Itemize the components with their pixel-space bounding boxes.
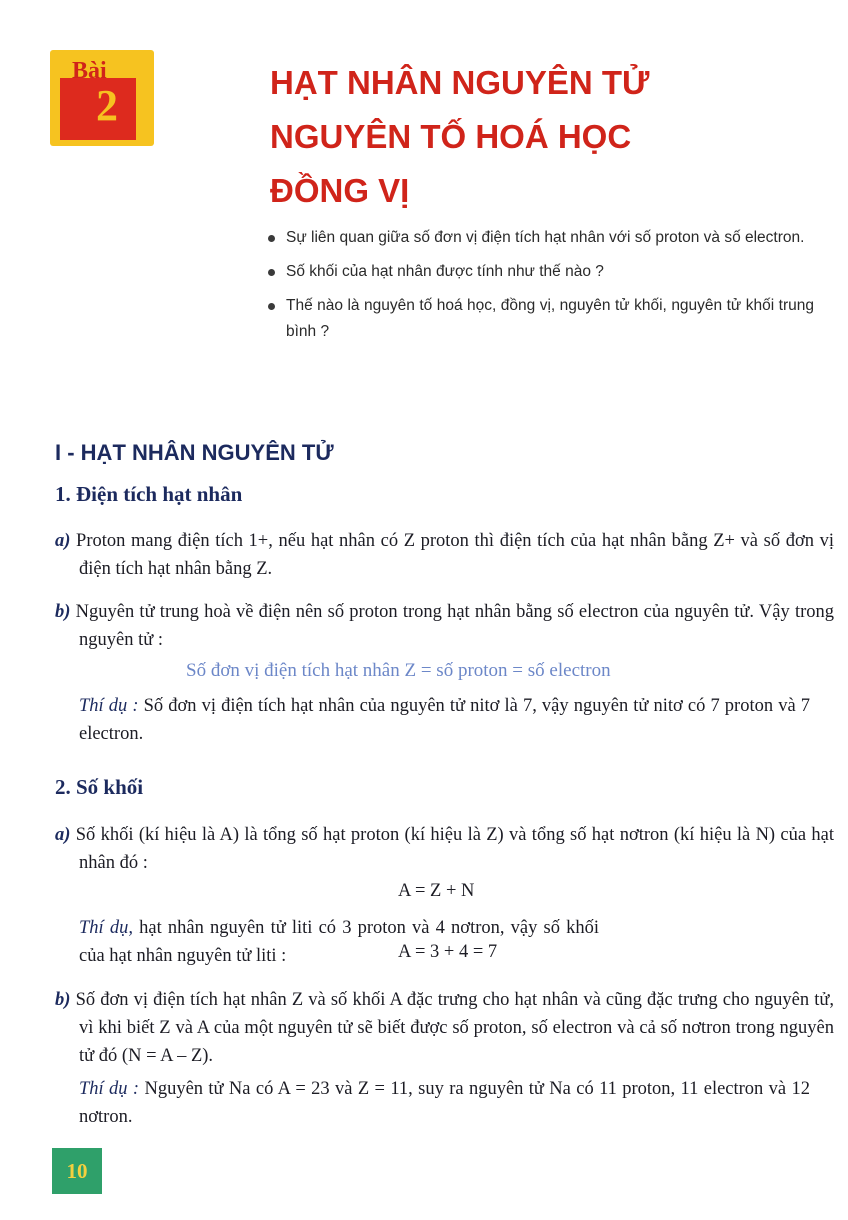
example-label: Thí dụ : (79, 696, 139, 716)
lithium-formula: A = 3 + 4 = 7 (398, 942, 498, 962)
title-line-3: ĐỒNG VỊ (270, 172, 410, 209)
example-text: Nguyên tử Na có A = 23 và Z = 11, suy ra nguyên tử Na có 11 proton, 11 electron và 12 nơtron. (79, 1079, 810, 1127)
example-label: Thí dụ, (79, 918, 133, 938)
example-text: hạt nhân nguyên tử liti có 3 proton và 4 nơtron, vậy số khối của hạt nhân nguyên tử liti : (79, 918, 600, 966)
lesson-title (270, 56, 649, 218)
mass-number-formula: A = Z + N (398, 881, 475, 901)
objectives-list (266, 225, 814, 353)
lesson-badge (50, 50, 154, 146)
paragraph-a-mass-number (55, 821, 834, 877)
subsection-heading-charge: 1. Điện tích hạt nhân (55, 482, 243, 506)
paragraph-text: Nguyên tử trung hoà về điện nên số proton trong hạt nhân bằng số electron của nguyên tử. Vậy trong nguyên tử : (75, 602, 834, 650)
paragraph-a-charge (55, 527, 834, 583)
item-label: b) (55, 602, 71, 622)
paragraph-text: Proton mang điện tích 1+, nếu hạt nhân có Z proton thì điện tích của hạt nhân bằng Z+ và số đơn vị điện tích hạt nhân bằng Z. (76, 531, 835, 579)
page-number: 10 (52, 1148, 102, 1194)
item-label: a) (55, 825, 71, 845)
title-line-1: HẠT NHÂN NGUYÊN TỬ (270, 64, 650, 101)
subsection-heading-mass-number: 2. Số khối (55, 775, 144, 799)
badge-number: 2 (96, 81, 118, 130)
charge-formula: Số đơn vị điện tích hạt nhân Z = số proton = số electron (186, 660, 611, 681)
paragraph-b-mass-number (55, 986, 834, 1070)
paragraph-b-charge (55, 598, 834, 654)
objective-item: Sự liên quan giữa số đơn vị điện tích hạt nhân với số proton và số electron. (266, 225, 814, 251)
example-sodium (79, 1075, 810, 1131)
item-label: a) (55, 531, 71, 551)
paragraph-text: Số đơn vị điện tích hạt nhân Z và số khối A đặc trưng cho hạt nhân và cũng đặc trưng cho nguyên tử, vì khi biết Z và A của một nguyên tử sẽ biết được số proton, số electron và cả số nơtron trong nguyên tử đó (N = A – Z). (75, 990, 835, 1066)
objective-item: Thế nào là nguyên tố hoá học, đồng vị, nguyên tử khối, nguyên tử khối trung bình ? (266, 293, 814, 345)
badge-word: Bài (72, 58, 107, 84)
objective-item: Số khối của hạt nhân được tính như thế nào ? (266, 259, 814, 285)
section-heading: I - HẠT NHÂN NGUYÊN TỬ (55, 440, 334, 465)
title-line-2: NGUYÊN TỐ HOÁ HỌC (270, 118, 632, 155)
paragraph-text: Số khối (kí hiệu là A) là tổng số hạt proton (kí hiệu là Z) và tổng số hạt nơtron (kí hiệu là N) của hạt nhân đó : (75, 825, 834, 873)
example-text: Số đơn vị điện tích hạt nhân của nguyên tử nitơ là 7, vậy nguyên tử nitơ có 7 proton và 7 electron. (79, 696, 810, 744)
example-nitrogen (79, 692, 810, 748)
example-label: Thí dụ : (79, 1079, 140, 1099)
example-lithium (79, 914, 599, 970)
item-label: b) (55, 990, 71, 1010)
